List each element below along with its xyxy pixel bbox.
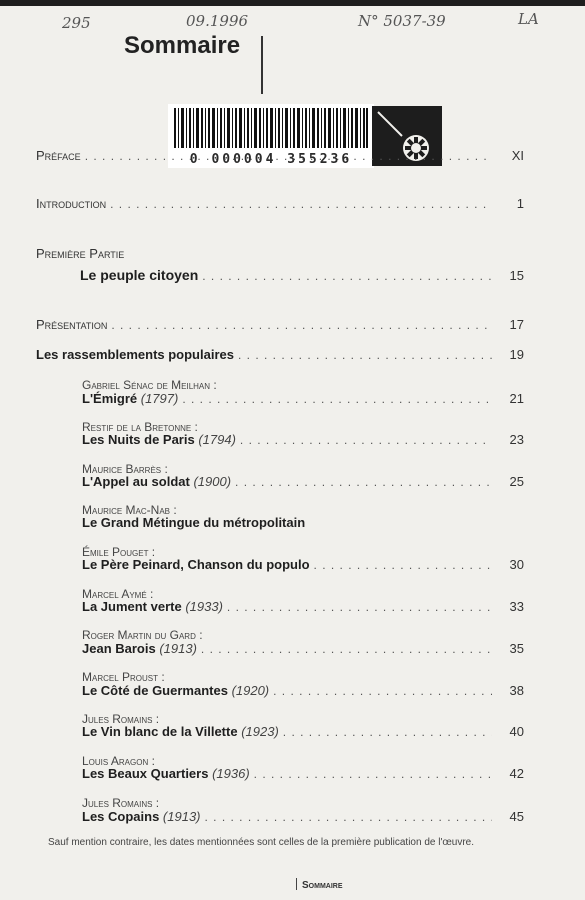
toc-entry-work[interactable]: [82, 432, 524, 454]
running-footer: Sommaire: [302, 880, 343, 891]
toc-page-number: 15: [509, 268, 524, 283]
work-year: (1794): [198, 432, 236, 447]
toc-entry-preface[interactable]: [36, 148, 524, 170]
work-title-text: Le Vin blanc de la Villette: [82, 724, 238, 739]
work-author: Émile Pouget :: [82, 545, 156, 559]
toc-page-number: 19: [509, 347, 524, 362]
title-rule: [261, 36, 263, 94]
toc-leader: [273, 684, 492, 698]
work-title: [82, 641, 197, 656]
toc-entry-work[interactable]: [82, 557, 524, 579]
toc-label: Le peuple citoyen: [80, 267, 199, 283]
toc-leader: [182, 392, 492, 406]
toc-label: Présentation: [36, 317, 108, 332]
work-title: [82, 474, 231, 489]
work-year: (1920): [231, 683, 270, 698]
work-title-text: Le Côté de Guermantes: [82, 683, 228, 698]
toc-entry-presentation[interactable]: [36, 317, 524, 339]
toc-entry-work[interactable]: [82, 641, 524, 663]
toc-page-number: 38: [509, 683, 524, 698]
work-title: Le Grand Métingue du métropolitain: [82, 515, 306, 530]
toc-label: Les rassemblements populaires: [36, 347, 234, 362]
toc-leader: [254, 767, 492, 781]
toc-leader: [205, 810, 493, 824]
toc-page-number: 45: [509, 809, 524, 824]
toc-page-number: 40: [509, 724, 524, 739]
toc-leader: [227, 600, 492, 614]
work-author: Jules Romains :: [82, 712, 160, 726]
work-title-text: L'Émigré: [82, 391, 138, 406]
work-title: [82, 809, 201, 824]
toc-leader: [85, 149, 492, 163]
toc-entry-work[interactable]: [82, 515, 524, 537]
work-title-text: Les Copains: [82, 809, 160, 824]
barcode-icon: [174, 108, 368, 148]
work-title-text: La Jument verte: [82, 599, 182, 614]
work-title: [82, 391, 178, 406]
toc-label: Introduction: [36, 196, 107, 211]
work-year: (1913): [159, 641, 197, 656]
work-title: [82, 766, 250, 781]
handwritten-reference: N° 5037-39: [358, 12, 446, 30]
toc-entry-work[interactable]: [82, 766, 524, 788]
work-author: Louis Aragon :: [82, 754, 155, 768]
work-year: (1933): [185, 599, 223, 614]
toc-page-number: 25: [509, 474, 524, 489]
toc-entry-work[interactable]: [82, 724, 524, 746]
work-title-text: Les Beaux Quartiers: [82, 766, 209, 781]
toc-label: Préface: [36, 148, 81, 163]
toc-page-number: 21: [509, 391, 524, 406]
toc-entry-work[interactable]: [82, 683, 524, 705]
toc-page-number: 33: [509, 599, 524, 614]
work-author: Restif de la Bretonne :: [82, 420, 198, 434]
footer-rule: [296, 878, 297, 890]
toc-page-number: 30: [509, 557, 524, 572]
toc-entry-part-title[interactable]: [80, 267, 524, 289]
work-title-text: L'Appel au soldat: [82, 474, 190, 489]
work-author: Roger Martin du Gard :: [82, 628, 203, 642]
work-year: (1797): [140, 391, 179, 406]
work-title-text: Jean Barois: [82, 641, 156, 656]
top-edge-shadow: [0, 0, 585, 6]
toc-entry-work[interactable]: [82, 474, 524, 496]
work-author: Jules Romains :: [82, 796, 160, 810]
work-author: Gabriel Sénac de Meilhan :: [82, 378, 217, 392]
toc-page-number: 23: [509, 432, 524, 447]
work-title: Le Père Peinard, Chanson du populo: [82, 557, 310, 572]
toc-leader: [314, 558, 492, 572]
barcode-number: 0 000004 355236: [189, 152, 353, 167]
handwritten-initials: LA: [518, 10, 539, 28]
work-year: (1900): [193, 474, 232, 489]
toc-entry-introduction[interactable]: [36, 196, 524, 218]
toc-leader: [235, 475, 492, 489]
toc-entry-work[interactable]: [82, 809, 524, 831]
toc-page-number: XI: [511, 148, 524, 163]
toc-leader: [111, 318, 492, 332]
toc-leader: [240, 433, 492, 447]
work-author: Marcel Aymé :: [82, 587, 154, 601]
work-author: Marcel Proust :: [82, 670, 165, 684]
work-title: [82, 724, 279, 739]
toc-leader: [201, 642, 492, 656]
work-title: [82, 432, 236, 447]
toc-page-number: 35: [509, 641, 524, 656]
work-year: (1936): [212, 766, 250, 781]
work-author: Maurice Barrès :: [82, 462, 168, 476]
footnote: Sauf mention contraire, les dates mentionnées sont celles de la première publication de l'œuvre.: [48, 837, 475, 848]
work-author: Maurice Mac-Nab :: [82, 503, 177, 517]
toc-leader: [283, 725, 492, 739]
handwritten-number: 295: [62, 14, 91, 32]
work-title: [82, 599, 223, 614]
toc-entry-work[interactable]: [82, 391, 524, 413]
work-title-text: Les Nuits de Paris: [82, 432, 195, 447]
toc-entry-section[interactable]: [36, 347, 524, 369]
toc-page-number: 42: [509, 766, 524, 781]
toc-leader: [238, 348, 492, 362]
toc-page-number: 1: [516, 196, 524, 211]
toc-entry-work[interactable]: [82, 599, 524, 621]
toc-page-number: 17: [509, 317, 524, 332]
part-label: Première Partie: [36, 246, 125, 261]
work-title: [82, 683, 269, 698]
toc-leader: [202, 269, 492, 283]
handwritten-date: 09.1996: [186, 12, 249, 30]
toc-leader: [110, 197, 492, 211]
page-title: Sommaire: [124, 32, 241, 59]
work-year: (1913): [162, 809, 201, 824]
work-year: (1923): [241, 724, 279, 739]
